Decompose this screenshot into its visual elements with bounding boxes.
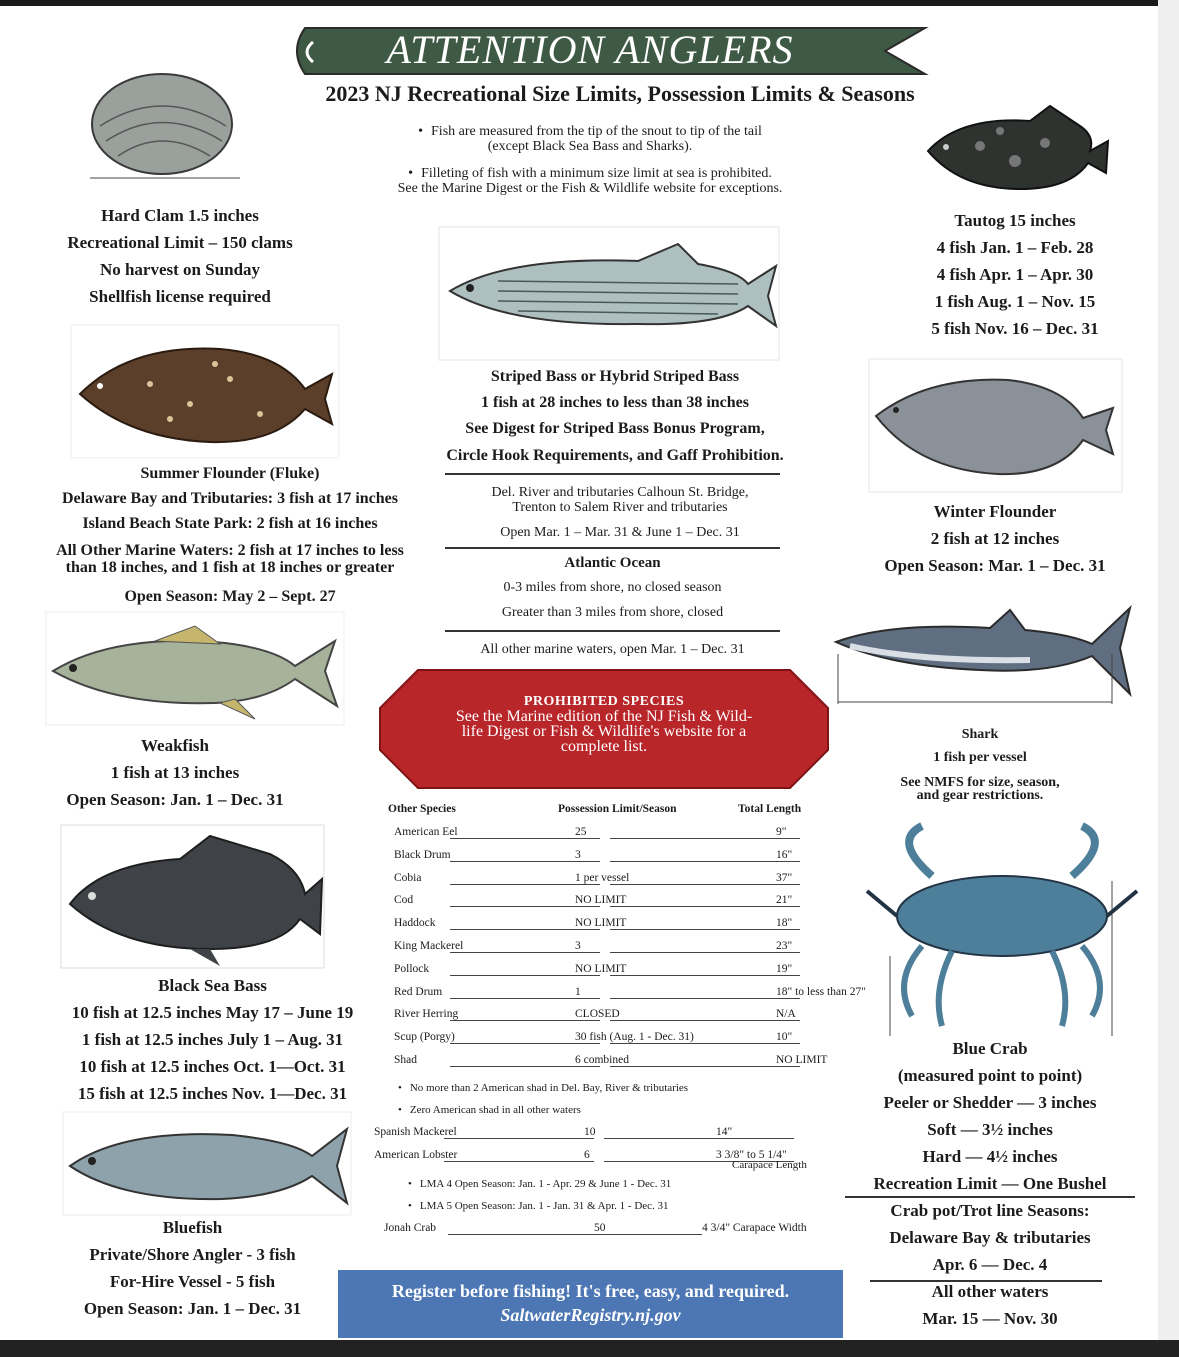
measure-note: • Fish are measured from the tip of the snout to tip of the tail (except Black Sea Bass and Sharks). <box>330 124 850 154</box>
possession-limit: NO LIMIT <box>575 894 627 907</box>
col-header-possession: Possession Limit/Season <box>558 803 677 815</box>
species-name: Black Drum <box>394 848 451 861</box>
possession-limit: 30 fish (Aug. 1 - Dec. 31) <box>575 1031 694 1044</box>
blue-crab-rules: Blue Crab (measured point to point) Peeler or Shedder — 3 inches Soft — 3½ inches Hard — 4½ inches Recreation Limit — One Bushel Crab pot/Trot line Seasons: Delaware Bay & tributaries Apr. 6 — Dec. 4 All other waters Mar. 15 — Nov. 30 <box>873 1039 1107 1328</box>
table-row <box>380 960 830 982</box>
total-length: 21" <box>776 894 793 907</box>
total-length: 23" <box>776 940 793 952</box>
species-name: Pollock <box>394 962 430 975</box>
regulations-sheet <box>0 6 1158 1340</box>
divider <box>445 547 780 549</box>
bluefish-rules: Bluefish Private/Shore Angler - 3 fish For-Hire Vessel - 5 fish Open Season: Jan. 1 – Dec. 31 <box>83 1218 302 1318</box>
register-banner[interactable]: Register before fishing! It's free, easy, and required. SaltwaterRegistry.nj.gov <box>338 1270 843 1338</box>
hard-clam-image <box>80 66 250 186</box>
species-name: Haddock <box>394 917 436 930</box>
page-subtitle: 2023 NJ Recreational Size Limits, Possession Limits & Seasons <box>325 81 915 106</box>
striped-bass-image <box>438 226 780 361</box>
lma-notes: • LMA 4 Open Season: Jan. 1 - Apr. 29 & June 1 - Dec. 31 • LMA 5 Open Season: Jan. 1 - Jan. 31 & Apr. 1 - Dec. 31 <box>408 1173 828 1217</box>
registry-link[interactable]: SaltwaterRegistry.nj.gov <box>500 1305 681 1325</box>
hard-clam-rules: Hard Clam 1.5 inches Recreational Limit – 150 clams No harvest on Sunday Shellfish license required <box>67 206 293 306</box>
possession-limit: 1 <box>575 985 581 998</box>
tautog-rules: Tautog 15 inches 4 fish Jan. 1 – Feb. 28 4 fish Apr. 1 – Apr. 30 1 fish Aug. 1 – Nov. 15 5 fish Nov. 16 – Dec. 31 <box>931 211 1099 338</box>
divider <box>445 473 780 475</box>
total-length: 14" <box>716 1126 733 1138</box>
possession-limit: 6 <box>584 1148 590 1161</box>
prohibited-text: PROHIBITED SPECIES See the Marine edition of the NJ Fish & Wild- life Digest or Fish & Wildlife's website for a complete list. <box>455 694 753 755</box>
other-species-table <box>374 801 866 1271</box>
black-sea-bass-image <box>60 824 325 969</box>
table-row <box>380 1051 830 1073</box>
total-length: N/A <box>776 1008 796 1021</box>
divider <box>870 1280 1102 1282</box>
bluefish-image <box>62 1111 352 1216</box>
atlantic-heading: Atlantic Ocean <box>564 555 661 571</box>
winter-flounder-image <box>868 358 1123 493</box>
total-length: 16" <box>776 848 793 861</box>
shark-image <box>830 604 1135 709</box>
table-row <box>380 846 830 868</box>
species-name: American Lobster <box>374 1148 458 1161</box>
table-row <box>380 1028 830 1050</box>
weakfish-image <box>45 611 345 726</box>
species-name: Red Drum <box>394 985 443 998</box>
black-sea-bass-rules: Black Sea Bass 10 fish at 12.5 inches May 17 – June 19 1 fish at 12.5 inches July 1 – Aug. 31 10 fish at 12.5 inches Oct. 1—Oct. 31 15 fish at 12.5 inches Nov. 1—Dec. 31 <box>71 976 354 1103</box>
fillet-note: • Filleting of fish with a minimum size limit at sea is prohibited. See the Marine Digest or the Fish & Wildlife website for exceptions. <box>330 166 850 196</box>
species-name: American Eel <box>394 826 458 838</box>
lobster-note: Carapace Length <box>732 1159 807 1171</box>
del-river-rules: Del. River and tributaries Calhoun St. Bridge, Trenton to Salem River and tributaries Open Mar. 1 – Mar. 31 & June 1 – Dec. 31 <box>491 485 749 540</box>
summer-flounder-image <box>70 324 340 459</box>
possession-limit: 1 per vessel <box>575 871 630 884</box>
table-row <box>380 891 830 913</box>
table-row <box>380 914 830 936</box>
table-row <box>374 1123 824 1145</box>
other-marine-rule: All other marine waters, open Mar. 1 – Dec. 31 <box>480 642 745 657</box>
table-row <box>380 937 830 959</box>
shark-rules: Shark 1 fish per vessel See NMFS for size, season, and gear restrictions. <box>900 727 1060 803</box>
col-header-species: Other Species <box>388 803 456 815</box>
blue-crab-image <box>862 821 1142 1036</box>
species-name: River Herring <box>394 1008 459 1021</box>
possession-limit: NO LIMIT <box>575 917 627 930</box>
table-row <box>380 983 866 1005</box>
scrollbar[interactable] <box>1158 0 1179 1340</box>
species-name: King Mackerel <box>394 940 464 952</box>
species-name: Scup (Porgy) <box>394 1031 455 1044</box>
possession-limit: 10 <box>584 1126 596 1138</box>
total-length: NO LIMIT <box>776 1054 828 1066</box>
possession-limit: NO LIMIT <box>575 962 627 975</box>
striped-bass-rules: Striped Bass or Hybrid Striped Bass 1 fish at 28 inches to less than 38 inches See Digest for Striped Bass Bonus Program, Circle Hook Requirements, and Gaff Prohibition. <box>446 368 784 464</box>
species-name: Cobia <box>394 871 422 884</box>
weakfish-rules: Weakfish 1 fish at 13 inches Open Season: Jan. 1 – Dec. 31 <box>66 736 284 809</box>
total-length: 18" <box>776 917 793 930</box>
total-length: 3 3/8" to 5 1/4" <box>716 1148 787 1161</box>
bottom-bar <box>0 1340 1179 1357</box>
total-length: 10" <box>776 1031 793 1044</box>
divider <box>445 630 780 632</box>
col-header-length: Total Length <box>738 803 802 815</box>
summer-flounder-rules: Summer Flounder (Fluke) Delaware Bay and Tributaries: 3 fish at 17 inches Island Beach State Park: 2 fish at 16 inches All Other Marine Waters: 2 fish at 17 inches to less than 18 inches, and 1 fish at 18 inches or greater Open Season: May 2 – Sept. 27 <box>56 465 404 605</box>
tautog-image <box>920 101 1110 196</box>
total-length: 18" to less than 27" <box>776 985 866 998</box>
possession-limit: 25 <box>575 826 587 838</box>
atlantic-rules: 0-3 miles from shore, no closed season Greater than 3 miles from shore, closed <box>501 580 724 620</box>
shad-notes: • No more than 2 American shad in Del. Bay, River & tributaries • Zero American shad in all other waters <box>398 1077 828 1121</box>
table-row <box>380 823 830 845</box>
total-length: 37" <box>776 871 793 884</box>
species-name: Shad <box>394 1054 417 1066</box>
total-length: 9" <box>776 826 787 838</box>
table-row: Jonah Crab 50 4 3/4" Carapace Width <box>384 1222 807 1234</box>
table-row <box>380 1005 830 1027</box>
possession-limit: CLOSED <box>575 1008 620 1021</box>
divider <box>845 1196 1135 1198</box>
possession-limit: 6 combined <box>575 1054 629 1066</box>
possession-limit: 3 <box>575 940 581 952</box>
winter-flounder-rules: Winter Flounder 2 fish at 12 inches Open Season: Mar. 1 – Dec. 31 <box>884 502 1106 575</box>
banner-title: ATTENTION ANGLERS <box>386 27 794 72</box>
possession-limit: 3 <box>575 848 581 861</box>
species-name: Cod <box>394 894 414 907</box>
species-name: Spanish Mackerel <box>374 1126 457 1138</box>
table-row <box>380 869 830 891</box>
total-length: 19" <box>776 962 793 975</box>
